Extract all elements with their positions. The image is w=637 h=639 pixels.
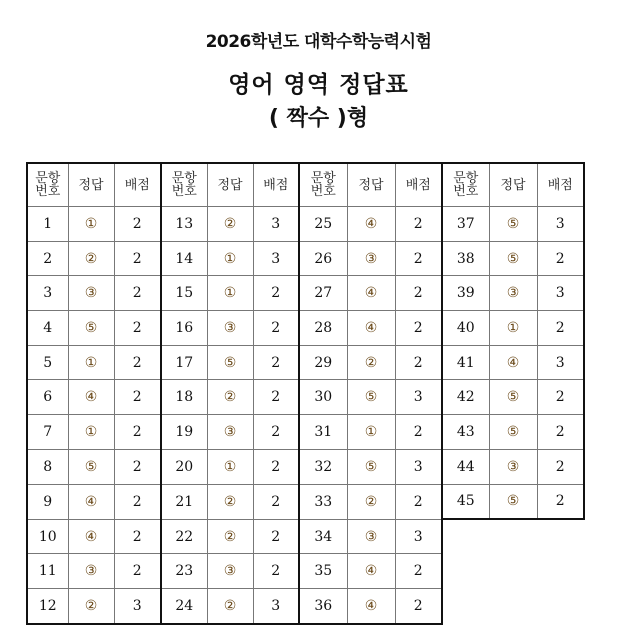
answer-choice: ⑤ bbox=[489, 207, 537, 242]
question-number: 5 bbox=[27, 345, 68, 380]
question-number: 32 bbox=[299, 449, 347, 484]
points-value: 2 bbox=[114, 449, 161, 484]
points-value: 2 bbox=[114, 484, 161, 519]
header-answer: 정답 bbox=[68, 163, 114, 207]
question-number: 20 bbox=[161, 449, 207, 484]
answer-choice: ② bbox=[347, 484, 395, 519]
header-number: 문항 번호 bbox=[299, 163, 347, 207]
answer-choice: ③ bbox=[489, 449, 537, 484]
answer-choice: ② bbox=[207, 380, 253, 415]
table-row bbox=[27, 345, 584, 380]
points-value: 2 bbox=[537, 311, 584, 346]
points-value: 2 bbox=[114, 380, 161, 415]
question-number: 6 bbox=[27, 380, 68, 415]
question-number: 31 bbox=[299, 415, 347, 450]
empty-cell bbox=[537, 554, 584, 589]
answer-choice: ④ bbox=[347, 311, 395, 346]
answer-choice: ① bbox=[68, 415, 114, 450]
answer-choice: ④ bbox=[68, 380, 114, 415]
question-number: 10 bbox=[27, 519, 68, 554]
answer-choice: ⑤ bbox=[489, 484, 537, 519]
points-value: 2 bbox=[114, 276, 161, 311]
answer-choice: ④ bbox=[489, 345, 537, 380]
question-number: 34 bbox=[299, 519, 347, 554]
answer-choice: ④ bbox=[68, 484, 114, 519]
question-number: 40 bbox=[442, 311, 489, 346]
table-row bbox=[27, 241, 584, 276]
answer-choice: ⑤ bbox=[489, 415, 537, 450]
header-points: 배점 bbox=[395, 163, 442, 207]
points-value: 2 bbox=[114, 207, 161, 242]
points-value: 2 bbox=[537, 241, 584, 276]
points-value: 2 bbox=[114, 241, 161, 276]
points-value: 2 bbox=[114, 519, 161, 554]
question-number: 37 bbox=[442, 207, 489, 242]
test-type-label: ( 짝수 )형 bbox=[268, 106, 369, 131]
question-number: 11 bbox=[27, 554, 68, 589]
points-value: 2 bbox=[253, 415, 299, 450]
points-value: 2 bbox=[537, 415, 584, 450]
answer-choice: ③ bbox=[68, 554, 114, 589]
header-points: 배점 bbox=[537, 163, 584, 207]
question-number: 17 bbox=[161, 345, 207, 380]
question-number: 7 bbox=[27, 415, 68, 450]
empty-cell bbox=[537, 589, 584, 624]
question-number: 4 bbox=[27, 311, 68, 346]
question-number: 29 bbox=[299, 345, 347, 380]
points-value: 2 bbox=[395, 311, 442, 346]
question-number: 43 bbox=[442, 415, 489, 450]
question-number: 44 bbox=[442, 449, 489, 484]
points-value: 3 bbox=[537, 345, 584, 380]
table-row bbox=[27, 415, 584, 450]
table-row bbox=[27, 276, 584, 311]
answer-choice: ⑤ bbox=[68, 449, 114, 484]
answer-choice: ① bbox=[68, 207, 114, 242]
points-value: 2 bbox=[114, 415, 161, 450]
answer-choice: ⑤ bbox=[347, 380, 395, 415]
empty-cell bbox=[489, 519, 537, 554]
question-number: 42 bbox=[442, 380, 489, 415]
points-value: 2 bbox=[395, 207, 442, 242]
answer-choice: ⑤ bbox=[489, 241, 537, 276]
answer-choice: ② bbox=[347, 345, 395, 380]
points-value: 3 bbox=[253, 207, 299, 242]
points-value: 3 bbox=[253, 589, 299, 624]
question-number: 18 bbox=[161, 380, 207, 415]
points-value: 2 bbox=[395, 554, 442, 589]
answer-choice: ③ bbox=[207, 415, 253, 450]
points-value: 3 bbox=[537, 207, 584, 242]
points-value: 2 bbox=[537, 380, 584, 415]
question-number: 36 bbox=[299, 589, 347, 624]
table-row bbox=[27, 484, 584, 519]
answer-key-table bbox=[26, 162, 585, 625]
points-value: 2 bbox=[114, 345, 161, 380]
question-number: 24 bbox=[161, 589, 207, 624]
header-number: 문항 번호 bbox=[442, 163, 489, 207]
question-number: 41 bbox=[442, 345, 489, 380]
points-value: 3 bbox=[537, 276, 584, 311]
empty-cell bbox=[442, 589, 489, 624]
answer-choice: ③ bbox=[347, 519, 395, 554]
question-number: 35 bbox=[299, 554, 347, 589]
answer-choice: ④ bbox=[347, 207, 395, 242]
answer-choice: ① bbox=[68, 345, 114, 380]
answer-choice: ④ bbox=[347, 276, 395, 311]
question-number: 25 bbox=[299, 207, 347, 242]
question-number: 14 bbox=[161, 241, 207, 276]
question-number: 22 bbox=[161, 519, 207, 554]
points-value: 2 bbox=[395, 276, 442, 311]
points-value: 2 bbox=[253, 519, 299, 554]
answer-choice: ① bbox=[347, 415, 395, 450]
answer-choice: ① bbox=[207, 241, 253, 276]
table-row bbox=[27, 554, 584, 589]
points-value: 2 bbox=[395, 345, 442, 380]
answer-choice: ② bbox=[207, 589, 253, 624]
question-number: 9 bbox=[27, 484, 68, 519]
answer-choice: ③ bbox=[68, 276, 114, 311]
question-number: 26 bbox=[299, 241, 347, 276]
points-value: 2 bbox=[395, 484, 442, 519]
question-number: 12 bbox=[27, 589, 68, 624]
table-row bbox=[27, 519, 584, 554]
answer-choice: ② bbox=[207, 484, 253, 519]
question-number: 28 bbox=[299, 311, 347, 346]
answer-choice: ② bbox=[207, 519, 253, 554]
question-number: 3 bbox=[27, 276, 68, 311]
header-number: 문항 번호 bbox=[161, 163, 207, 207]
question-number: 13 bbox=[161, 207, 207, 242]
table-row bbox=[27, 311, 584, 346]
question-number: 45 bbox=[442, 484, 489, 519]
points-value: 2 bbox=[253, 554, 299, 589]
answer-choice: ④ bbox=[347, 589, 395, 624]
answer-choice: ② bbox=[207, 207, 253, 242]
answer-choice: ⑤ bbox=[347, 449, 395, 484]
points-value: 3 bbox=[114, 589, 161, 624]
points-value: 2 bbox=[114, 554, 161, 589]
question-number: 19 bbox=[161, 415, 207, 450]
table-row bbox=[27, 207, 584, 242]
points-value: 2 bbox=[253, 484, 299, 519]
question-number: 16 bbox=[161, 311, 207, 346]
points-value: 2 bbox=[395, 241, 442, 276]
points-value: 2 bbox=[253, 311, 299, 346]
points-value: 3 bbox=[253, 241, 299, 276]
empty-cell bbox=[442, 554, 489, 589]
question-number: 27 bbox=[299, 276, 347, 311]
question-number: 39 bbox=[442, 276, 489, 311]
answer-choice: ② bbox=[68, 589, 114, 624]
points-value: 2 bbox=[537, 449, 584, 484]
header-answer: 정답 bbox=[207, 163, 253, 207]
question-number: 38 bbox=[442, 241, 489, 276]
points-value: 2 bbox=[253, 276, 299, 311]
header-answer: 정답 bbox=[347, 163, 395, 207]
answer-choice: ① bbox=[207, 276, 253, 311]
answer-choice: ① bbox=[489, 311, 537, 346]
answer-choice: ⑤ bbox=[68, 311, 114, 346]
answer-choice: ⑤ bbox=[489, 380, 537, 415]
header-number: 문항 번호 bbox=[27, 163, 68, 207]
table-row bbox=[27, 589, 584, 624]
question-number: 33 bbox=[299, 484, 347, 519]
answer-choice: ③ bbox=[489, 276, 537, 311]
answer-choice: ④ bbox=[347, 554, 395, 589]
points-value: 3 bbox=[395, 380, 442, 415]
points-value: 3 bbox=[395, 449, 442, 484]
points-value: 2 bbox=[537, 484, 584, 519]
points-value: 2 bbox=[395, 415, 442, 450]
empty-cell bbox=[537, 519, 584, 554]
answer-choice: ⑤ bbox=[207, 345, 253, 380]
header-row bbox=[27, 163, 584, 207]
points-value: 2 bbox=[253, 449, 299, 484]
question-number: 23 bbox=[161, 554, 207, 589]
question-number: 8 bbox=[27, 449, 68, 484]
question-number: 15 bbox=[161, 276, 207, 311]
points-value: 2 bbox=[114, 311, 161, 346]
header-answer: 정답 bbox=[489, 163, 537, 207]
question-number: 30 bbox=[299, 380, 347, 415]
table-row bbox=[27, 380, 584, 415]
empty-cell bbox=[489, 589, 537, 624]
question-number: 1 bbox=[27, 207, 68, 242]
points-value: 2 bbox=[253, 380, 299, 415]
answer-choice: ① bbox=[207, 449, 253, 484]
empty-cell bbox=[489, 554, 537, 589]
question-number: 2 bbox=[27, 241, 68, 276]
answer-choice: ② bbox=[68, 241, 114, 276]
answer-key-title: 영어 영역 정답표 bbox=[228, 72, 409, 98]
question-number: 21 bbox=[161, 484, 207, 519]
answer-choice: ④ bbox=[68, 519, 114, 554]
empty-cell bbox=[442, 519, 489, 554]
answer-choice: ③ bbox=[207, 311, 253, 346]
points-value: 2 bbox=[253, 345, 299, 380]
header-points: 배점 bbox=[114, 163, 161, 207]
answer-choice: ③ bbox=[347, 241, 395, 276]
points-value: 3 bbox=[395, 519, 442, 554]
answer-choice: ③ bbox=[207, 554, 253, 589]
points-value: 2 bbox=[395, 589, 442, 624]
exam-title: 2026학년도 대학수학능력시험 bbox=[205, 32, 432, 52]
header-points: 배점 bbox=[253, 163, 299, 207]
table-row bbox=[27, 449, 584, 484]
